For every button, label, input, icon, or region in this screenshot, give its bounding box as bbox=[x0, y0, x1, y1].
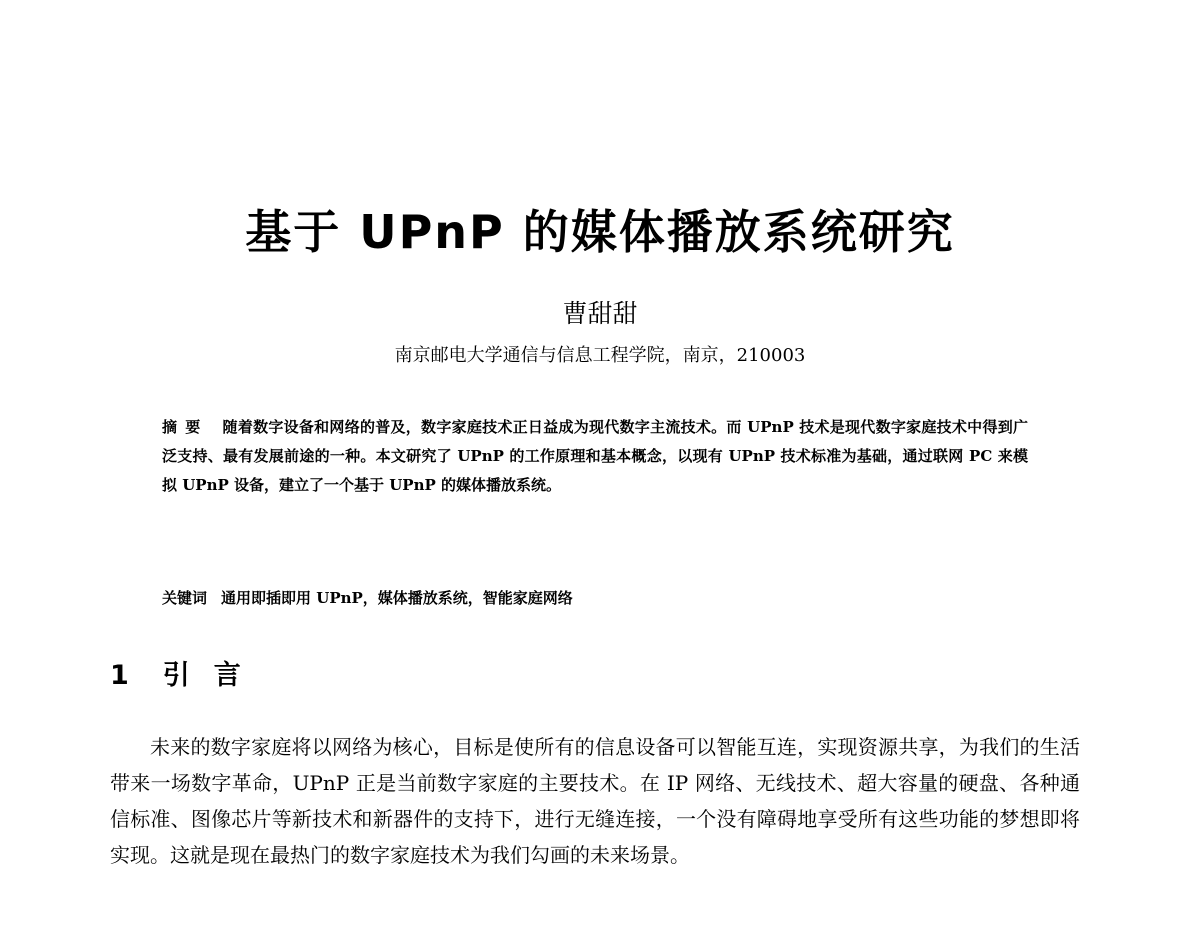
keywords-text: 通用即插即用 UPnP，媒体播放系统，智能家庭网络 bbox=[221, 589, 573, 607]
body-paragraph: 未来的数字家庭将以网络为核心，目标是使所有的信息设备可以智能互连，实现资源共享，为我们的生活带来一场数字革命，UPnP 正是当前数字家庭的主要技术。在 IP 网络、无线技术、超大容量的硬盘、各种通信标准、图像芯片等新技术和新器件的支持下，进行无缝连接，一个没有障碍地享受所有这些功能的梦想即将实现。这就是现在最热门的数字家庭技术为我们勾画的未来场景。 bbox=[110, 735, 1080, 867]
keywords bbox=[162, 587, 1028, 608]
section-title: 引言 bbox=[162, 660, 265, 691]
author-affiliation: 南京邮电大学通信与信息工程学院，南京，210003 bbox=[394, 345, 806, 366]
section-heading bbox=[110, 653, 265, 692]
section-number: 1 bbox=[110, 660, 129, 691]
paper-title: 基于 UPnP 的媒体播放系统研究 bbox=[245, 205, 955, 259]
author-name: 曹甜甜 bbox=[562, 299, 638, 328]
keywords-label: 关键词 bbox=[162, 589, 208, 607]
abstract-text: 随着数字设备和网络的普及，数字家庭技术正日益成为现代数字主流技术。而 UPnP 技术是现代数字家庭技术中得到广泛支持、最有发展前途的一种。本文研究了 UPnP 的工作原理和基本概念，以现有 UPnP 技术标准为基础，通过联网 PC 来模拟 UPnP 设备，建立了一个基于 UPnP 的媒体播放系统。 bbox=[162, 418, 1028, 494]
abstract bbox=[162, 413, 1028, 500]
abstract-label: 摘要 bbox=[162, 418, 209, 436]
